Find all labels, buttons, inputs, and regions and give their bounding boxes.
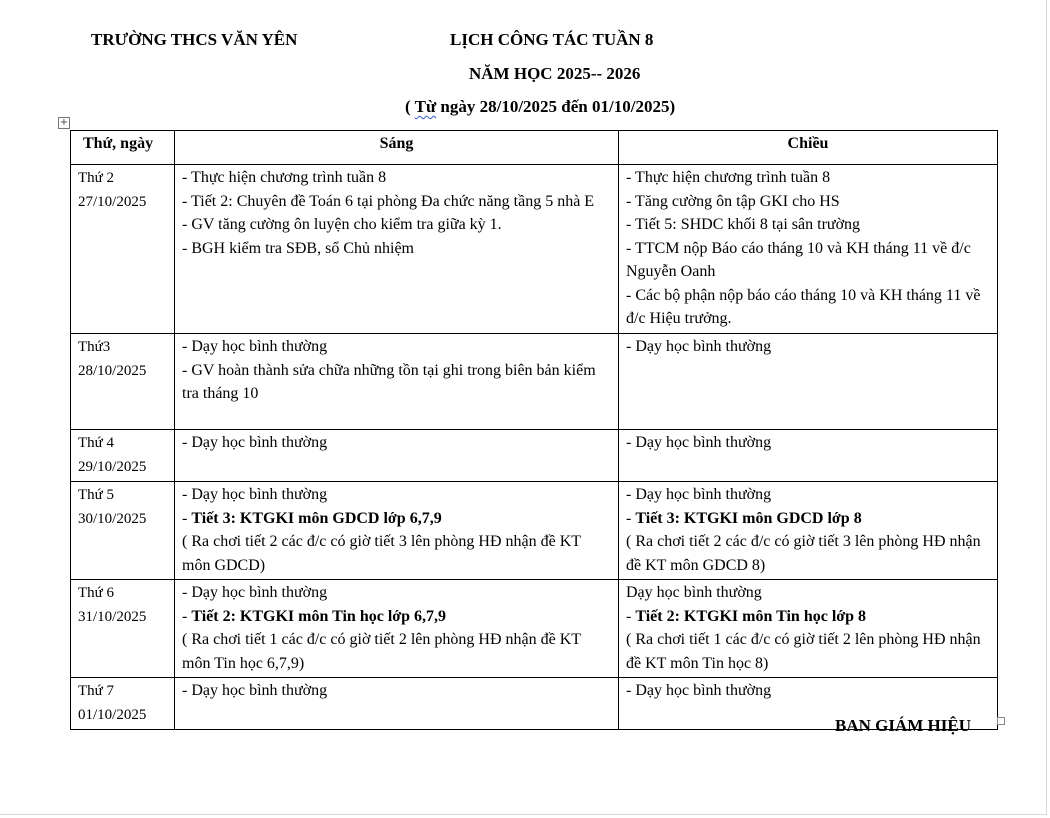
morning-cell[interactable] bbox=[175, 678, 619, 730]
task-line: - Tiết 2: Chuyên đề Toán 6 tại phòng Đa chức năng tầng 5 nhà E bbox=[182, 192, 595, 210]
table-resize-handle[interactable] bbox=[997, 717, 1005, 725]
day-cell[interactable] bbox=[71, 334, 175, 430]
task-line: - Tăng cường ôn tập GKI cho HS bbox=[626, 192, 840, 210]
afternoon-cell[interactable] bbox=[619, 334, 998, 430]
task-line: - Dạy học bình thường bbox=[182, 682, 328, 699]
task-line: - BGH kiểm tra SĐB, sổ Chủ nhiệm bbox=[182, 239, 414, 257]
task-line: - Dạy học bình thường bbox=[626, 682, 772, 699]
day-date: 30/10/2025 bbox=[78, 511, 147, 527]
dash: - bbox=[626, 607, 636, 625]
day-name: Thứ 4 bbox=[78, 435, 115, 451]
morning-cell[interactable] bbox=[175, 580, 619, 678]
day-date: 27/10/2025 bbox=[78, 194, 147, 210]
date-range bbox=[405, 97, 675, 117]
table-row bbox=[71, 430, 998, 482]
task-line: ( Ra chơi tiết 1 các đ/c có giờ tiết 2 lên phòng HĐ nhận đề KT môn Tin học 6,7,9) bbox=[182, 631, 581, 672]
header-day: Thứ, ngày bbox=[71, 131, 175, 165]
morning-cell[interactable] bbox=[175, 165, 619, 334]
schedule-table bbox=[70, 130, 998, 730]
day-date: 31/10/2025 bbox=[78, 609, 147, 625]
school-year: NĂM HỌC 2025-- 2026 bbox=[469, 64, 641, 83]
task-line: - GV tăng cường ôn luyện cho kiểm tra giữa kỳ 1. bbox=[182, 216, 502, 233]
date-range-rest: ngày 28/10/2025 đến 01/10/2025) bbox=[436, 97, 676, 116]
table-header-row bbox=[71, 131, 998, 165]
day-date: 28/10/2025 bbox=[78, 363, 147, 379]
exam-text: Tiết 2: KTGKI môn Tin học lớp 8 bbox=[635, 607, 867, 625]
morning-cell[interactable] bbox=[175, 334, 619, 430]
day-cell[interactable] bbox=[71, 580, 175, 678]
table-row bbox=[71, 580, 998, 678]
day-name: Thứ 2 bbox=[78, 170, 115, 186]
task-line-bold bbox=[626, 507, 990, 531]
day-name: Thứ3 bbox=[78, 339, 111, 355]
day-date: 01/10/2025 bbox=[78, 707, 147, 723]
task-line: - Các bộ phận nộp báo cáo tháng 10 và KH tháng 11 về đ/c Hiệu trưởng. bbox=[626, 286, 981, 327]
afternoon-cell[interactable] bbox=[619, 165, 998, 334]
task-line: - Thực hiện chương trình tuần 8 bbox=[182, 169, 387, 186]
header-morning: Sáng bbox=[175, 131, 619, 165]
spellcheck-word: Từ bbox=[414, 97, 437, 116]
day-name: Thứ 6 bbox=[78, 585, 115, 601]
day-cell[interactable] bbox=[71, 165, 175, 334]
task-line: - Dạy học bình thường bbox=[626, 486, 772, 503]
table-row bbox=[71, 165, 998, 334]
exam-text: Tiết 2: KTGKI môn Tin học lớp 6,7,9 bbox=[191, 607, 447, 625]
day-name: Thứ 7 bbox=[78, 683, 115, 699]
day-cell[interactable] bbox=[71, 482, 175, 580]
table-row bbox=[71, 334, 998, 430]
task-line: - Dạy học bình thường bbox=[626, 434, 772, 451]
table-move-handle-icon[interactable]: + bbox=[59, 117, 69, 128]
exam-text: Tiết 3: KTGKI môn GDCD lớp 6,7,9 bbox=[191, 509, 442, 527]
day-name: Thứ 5 bbox=[78, 487, 115, 503]
day-cell[interactable] bbox=[71, 678, 175, 730]
day-cell[interactable] bbox=[71, 430, 175, 482]
task-line: - Thực hiện chương trình tuần 8 bbox=[626, 169, 831, 186]
dash: - bbox=[626, 509, 636, 527]
afternoon-cell[interactable] bbox=[619, 430, 998, 482]
task-line: - Dạy học bình thường bbox=[182, 584, 328, 601]
afternoon-cell[interactable] bbox=[619, 580, 998, 678]
dash: - bbox=[182, 607, 192, 625]
day-date: 29/10/2025 bbox=[78, 459, 147, 475]
signer-label: BAN GIÁM HIỆU bbox=[835, 716, 972, 735]
task-line: - GV hoàn thành sửa chữa những tồn tại ghi trong biên bản kiểm tra tháng 10 bbox=[182, 361, 596, 402]
school-name: TRƯỜNG THCS VĂN YÊN bbox=[91, 30, 298, 49]
task-line-bold bbox=[626, 605, 990, 629]
task-line: Dạy học bình thường bbox=[626, 584, 762, 601]
task-line: - Dạy học bình thường bbox=[626, 338, 772, 355]
morning-cell[interactable] bbox=[175, 482, 619, 580]
document-title: LỊCH CÔNG TÁC TUẦN 8 bbox=[450, 30, 654, 49]
header-afternoon: Chiều bbox=[619, 131, 998, 165]
task-line-bold bbox=[182, 605, 611, 629]
morning-cell[interactable] bbox=[175, 430, 619, 482]
task-line: - Dạy học bình thường bbox=[182, 434, 328, 451]
task-line: - Dạy học bình thường bbox=[182, 338, 328, 355]
dash: - bbox=[182, 509, 192, 527]
table-row bbox=[71, 482, 998, 580]
afternoon-cell[interactable] bbox=[619, 482, 998, 580]
task-line-bold bbox=[182, 507, 611, 531]
task-line: - Dạy học bình thường bbox=[182, 486, 328, 503]
task-line: ( Ra chơi tiết 1 các đ/c có giờ tiết 2 lên phòng HĐ nhận đề KT môn Tin học 8) bbox=[626, 631, 981, 672]
task-line: ( Ra chơi tiết 2 các đ/c có giờ tiết 3 lên phòng HĐ nhận đề KT môn GDCD 8) bbox=[626, 533, 981, 574]
task-line: - Tiết 5: SHDC khối 8 tại sân trường bbox=[626, 216, 861, 233]
task-line: ( Ra chơi tiết 2 các đ/c có giờ tiết 3 lên phòng HĐ nhận đề KT môn GDCD) bbox=[182, 533, 581, 574]
date-range-open: ( bbox=[405, 97, 415, 116]
exam-text: Tiết 3: KTGKI môn GDCD lớp 8 bbox=[635, 509, 862, 527]
task-line: - TTCM nộp Báo cáo tháng 10 và KH tháng 11 về đ/c Nguyễn Oanh bbox=[626, 239, 971, 280]
